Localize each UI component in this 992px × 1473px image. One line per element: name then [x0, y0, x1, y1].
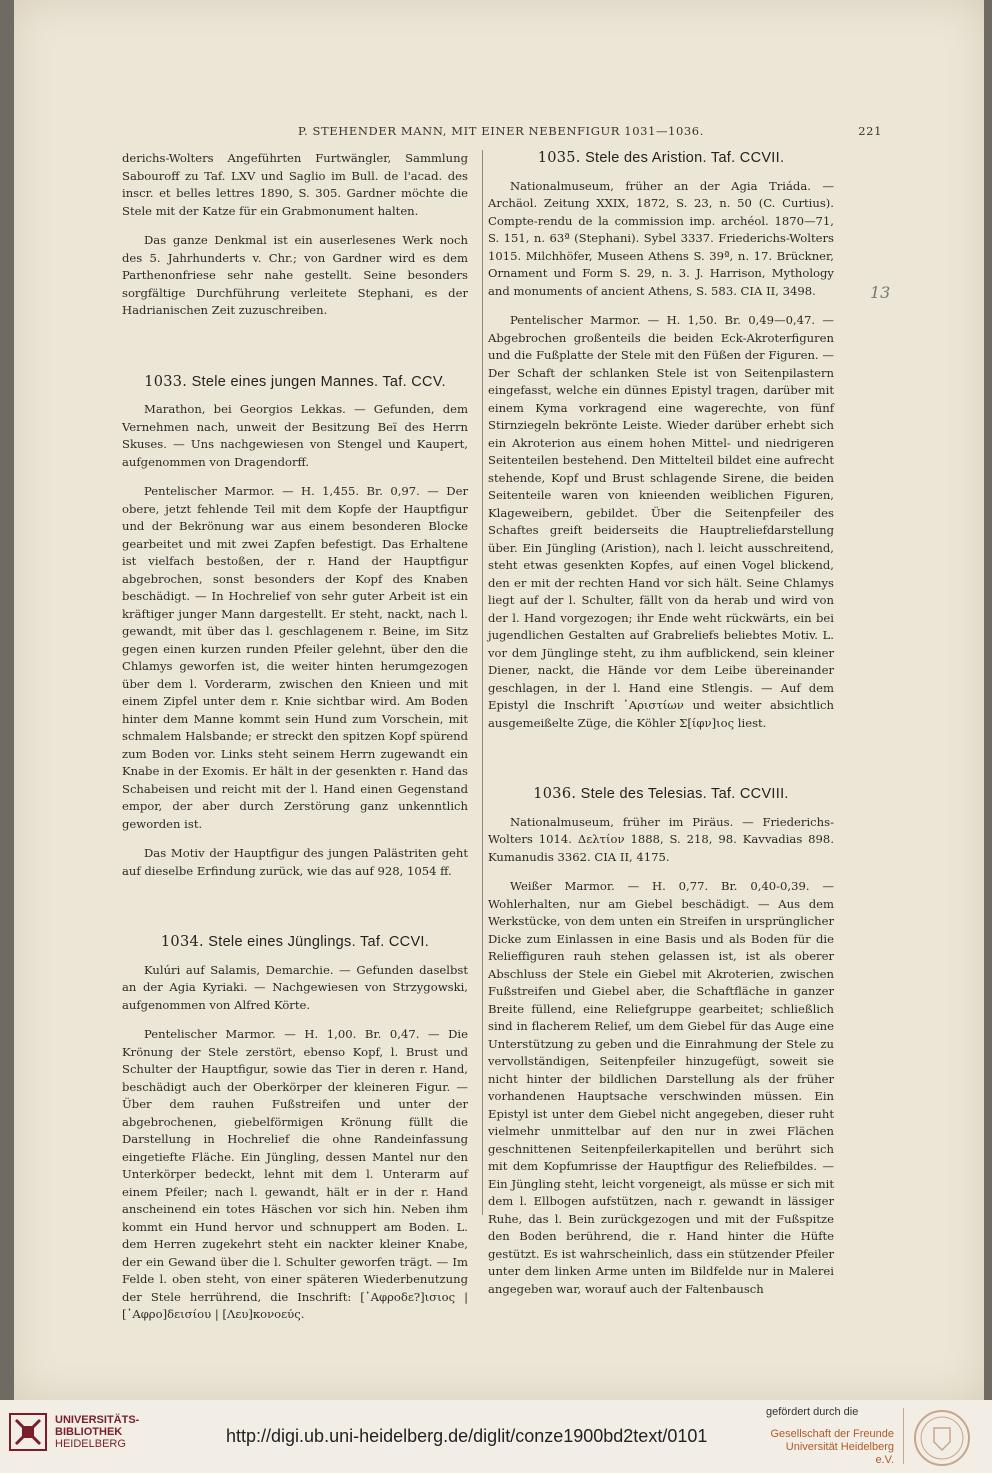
section-heading-1035 — [488, 150, 834, 168]
page-number: 221 — [858, 124, 882, 138]
paragraph: Pentelischer Marmor. — H. 1,00. Br. 0,47. — Die Krönung der Stele zerstört, ebenso Kopf, l. Brust und Schulter der Hauptfigur, sowie das Tier in deren r. Hand, beschädigt auch der Oberkörper der kleineren Figur. — Über dem rauhen Fußstreifen und unter der abgebrochenen, giebelförmigen Krönung füllt die Darstellung in Hochrelief die ohne Randeinfassung eingetiefte Fläche. Ein Jüngling, dessen Mantel nur den Unterkörper bedeckt, lehnt mit dem l. Unterarm auf einem Pfeiler; nach l. gewandt, hält er in der r. Hand anscheinend ein totes Häschen vor sich hin. Neben ihm kommt ein Hund hervor und schnuppert am Boden. L. dem Herren zugekehrt steht ein nackter kleiner Knabe, der ein Gewand über die l. Schulter geworfen trägt. — Im Felde l. oben steht, von einer späteren Wiederbenutzung der Stele herrührend, die Inschrift: [᾿Αφροδε?]ισιος | [᾿Αφρο]δεισίου | [Λευ]κονοεύς. — [122, 1027, 468, 1321]
section-number: 1036. — [533, 786, 577, 802]
pencil-margin-note: 13 — [870, 283, 891, 302]
paragraph: Nationalmuseum, früher an der Agia Triáda. — Archäol. Zeitung XXIX, 1872, S. 23, n. 50 (C. Curtius). Compte-rendu de la commission imp. archéol. 1870—71, S. 151, n. 63ª (Stephani). Sybel 3337. Friederichs-Wolters 1015. Milchhöfer, Museen Athens S. 39ª, n. 17. Brückner, Ornament und Form S. 29, n. 3. J. Harrison, Mythology and monuments of ancient Athens, S. 583. CIA II, 3498. — [488, 178, 834, 298]
sponsor-name-line: Gesellschaft der Freunde — [770, 1428, 894, 1440]
left-column — [122, 150, 468, 1336]
right-column — [488, 150, 834, 1310]
library-name-line: BIBLIOTHEK — [55, 1426, 123, 1438]
paragraph: Kulúri auf Salamis, Demarchie. — Gefunden daselbst an der Agia Kyriaki. — Nachgewiesen von Strzygowski, aufgenommen von Alfred Körte. — [122, 962, 468, 1012]
sponsor-name-line: Universität Heidelberg e.V. — [785, 1441, 894, 1466]
footer-divider — [903, 1408, 904, 1464]
library-name-line: HEIDELBERG — [55, 1438, 126, 1450]
section-number: 1033. — [144, 373, 188, 390]
section-title: Stele eines Jünglings. Taf. CCVI. — [208, 934, 430, 950]
university-seal-icon — [912, 1408, 972, 1468]
library-name-line: UNIVERSITÄTS- — [55, 1414, 140, 1426]
section-heading-1036 — [488, 786, 834, 804]
section-number: 1035. — [537, 150, 581, 166]
section-heading-1034 — [122, 934, 468, 952]
library-logo-icon — [8, 1412, 48, 1452]
paragraph: Pentelischer Marmor. — H. 1,50. Br. 0,49—0,47. — Abgebrochen großenteils die beiden Eck-Akroterfiguren und die Fußplatte der Stele mit den Füßen der Figuren. — Der Schaft der schlanken Stele ist von Seitenpilastern eingefasst, welche ein dünnes Epistyl tragen, darüber mit einem Kyma vorkragend eine wagerechte, von fünf Stirnziegeln bekrönte Leiste. Wieder darüber erhebt sich ein Akroterion aus einem hohen Mittel- und niedrigeren Seitenteilen bestehend. Den Mittelteil bildet eine aufrecht stehende, Kopf und Brust schlagende Sirene, die beiden Seitenteile waren von knieenden weiblichen Figuren, Klageweibern, gebildet. Über die Seitenpfeiler des Schaftes greift beiderseits die Hauptreliefdarstellung über. Ein Jüngling (Aristion), nach l. leicht ausschreitend, steht etwas gesenkten Kopfes, auf einen Vogel blickend, den er mit der rechten Hand vor sich hält. Seine Chlamys liegt auf der l. Schulter, fällt von da herab und wird von der l. Hand vorgezogen; ihr Ende weht rückwärts, ein bei jugendlichen Gestalten auf Grabreliefs beliebtes Motiv. L. vor dem Jünglinge steht, zu ihm aufblickend, sein kleiner Diener, nackt, die Hände vor dem Leibe übereinander geschlagen, in der l. Hand eine Stlengis. — Auf dem Epistyl die Inschrift ᾿Αριστίων und weiter absichtlich ausgemeißelte Züge, die Köhler Σ[ίφν]ιος liest. — [488, 313, 834, 730]
section-title: Stele des Telesias. Taf. CCVIII. — [580, 786, 789, 802]
section-title: Stele des Aristion. Taf. CCVII. — [585, 150, 785, 166]
paragraph: derichs-Wolters Angeführten Furtwängler, Sammlung Sabouroff zu Taf. LXV und Saglio im Bull. de l'acad. des inscr. et belles lettres 1890, S. 305. Gardner möchte die Stele mit der Katze für ein Grabmonument halten. — [122, 151, 468, 218]
paragraph: Nationalmuseum, früher im Piräus. — Friederichs-Wolters 1014. Δελτίον 1888, S. 218, 98. Kavvadias 898. Kumanudis 3362. CIA II, 4175. — [488, 814, 834, 864]
sponsor-caption: gefördert durch die — [766, 1406, 859, 1418]
column-divider — [482, 150, 483, 1215]
paragraph: Das ganze Denkmal ist ein auserlesenes Werk noch des 5. Jahrhunderts v. Chr.; von Gardner wird es dem Parthenonfriese sehr nahe gestellt. Seine besonders sorgfältige Durchführung verleitete Stephani, es der Hadrianischen Zeit zuzuschreiben. — [122, 233, 468, 317]
paragraph: Das Motiv der Hauptfigur des jungen Palästriten geht auf dieselbe Erfindung zurück, wie das auf 928, 1054 ff. — [122, 846, 468, 878]
paragraph: Marathon, bei Georgios Lekkas. — Gefunden, dem Vernehmen nach, unweit der Besitzung Beï des Herrn Skuses. — Uns nachgewiesen von Stengel und Kaupert, aufgenommen von Dragendorff. — [122, 402, 468, 469]
paragraph: Weißer Marmor. — H. 0,77. Br. 0,40-0,39. — Wohlerhalten, nur am Giebel beschädigt. — Aus dem Werkstücke, von dem unten ein Streifen in ursprünglicher Dicke zum Einlassen in eine Basis und als Boden für die Relieffiguren rauh stehen gelassen ist, ist als oberer Abschluss der Stele ein Giebel mit Akroterien, zwischen Fußstreifen und Giebel aber, die Schaftfläche in ganzer Breite füllend, eine Reliefgruppe gearbeitet; schließlich sind in flacherem Relief, um dem Giebel für das Auge eine Unterstützung zu geben und die Einrahmung der Stele zu vervollständigen, Seitenpfeiler hinzugefügt, soweit sie nicht hinter der bildlichen Darstellung als der früher vorhandenen Hauptsache verschwinden müssen. Ein Epistyl ist unter dem Giebel nicht angegeben, dieser ruht vielmehr unmittelbar auf den nur in zwei Flächen geschnittenen Seitenpfeilerkapitellen und berührt sich mit dem Kopfumrisse der Hauptfigur des Reliefbildes. — Ein Jüngling steht, leicht vorgeneigt, als müsse er sich mit dem l. Ellbogen aufstützen, nach r. gewandt in lässiger Ruhe, das l. Bein zurückgezogen und mit der Fußspitze den Boden berührend, die r. Hand hinter die Hüfte gestützt. Es ist wahrscheinlich, dass ein stützender Pfeiler unter dem linken Arme unten im Bildfelde nur in Malerei angegeben war, worauf auch der Faltenbausch — [488, 879, 834, 1296]
library-name — [55, 1414, 139, 1450]
section-title: Stele eines jungen Mannes. Taf. CCV. — [191, 373, 446, 390]
running-title: P. STEHENDER MANN, MIT EINER NEBENFIGUR 1031—1036. — [298, 124, 704, 138]
footer-bar — [0, 1400, 992, 1473]
section-number: 1034. — [160, 934, 204, 950]
section-heading-1033 — [122, 374, 468, 392]
permalink-url[interactable]: http://digi.ub.uni-heidelberg.de/diglit/conze1900bd2text/0101 — [226, 1426, 708, 1446]
sponsor-name — [768, 1428, 894, 1467]
paragraph: Pentelischer Marmor. — H. 1,455. Br. 0,97. — Der obere, jetzt fehlende Teil mit dem Kopfe der Hauptfigur und der Bekrönung war aus einem besonderen Blocke gearbeitet und mit zwei Zapfen befestigt. Das Erhaltene ist vielfach bestoßen, der r. Hand der Hauptfigur abgebrochen, sonst besonders der Kopf des Knaben beschädigt. — In Hochrelief von sehr guter Arbeit ist ein kräftiger junger Mann dargestellt. Er steht, nackt, nach l. gewandt, mit über das l. geschlagenem r. Beine, im Sitz gegen einen kurzen runden Pfeiler gelehnt, über den die Chlamys geworfen ist, die weiter hinten herumgezogen über dem l. Vorderarm, zwischen den Knieen und mit einem Zipfel unter dem r. Knie sichtbar wird. Am Boden hinter dem Manne kommt sein Hund zum Vorschein, mit schmalem Halsbande; er streckt den spitzen Kopf spürend zum Boden vor. Links steht seinem Herrn zugewandt ein Knabe in der Exomis. Er hält in der gesenkten r. Hand das Schabeisen und reicht mit der l. Hand einen Gegenstand empor, der aber durch Zerstörung ganz unkenntlich geworden ist. — [122, 484, 468, 831]
